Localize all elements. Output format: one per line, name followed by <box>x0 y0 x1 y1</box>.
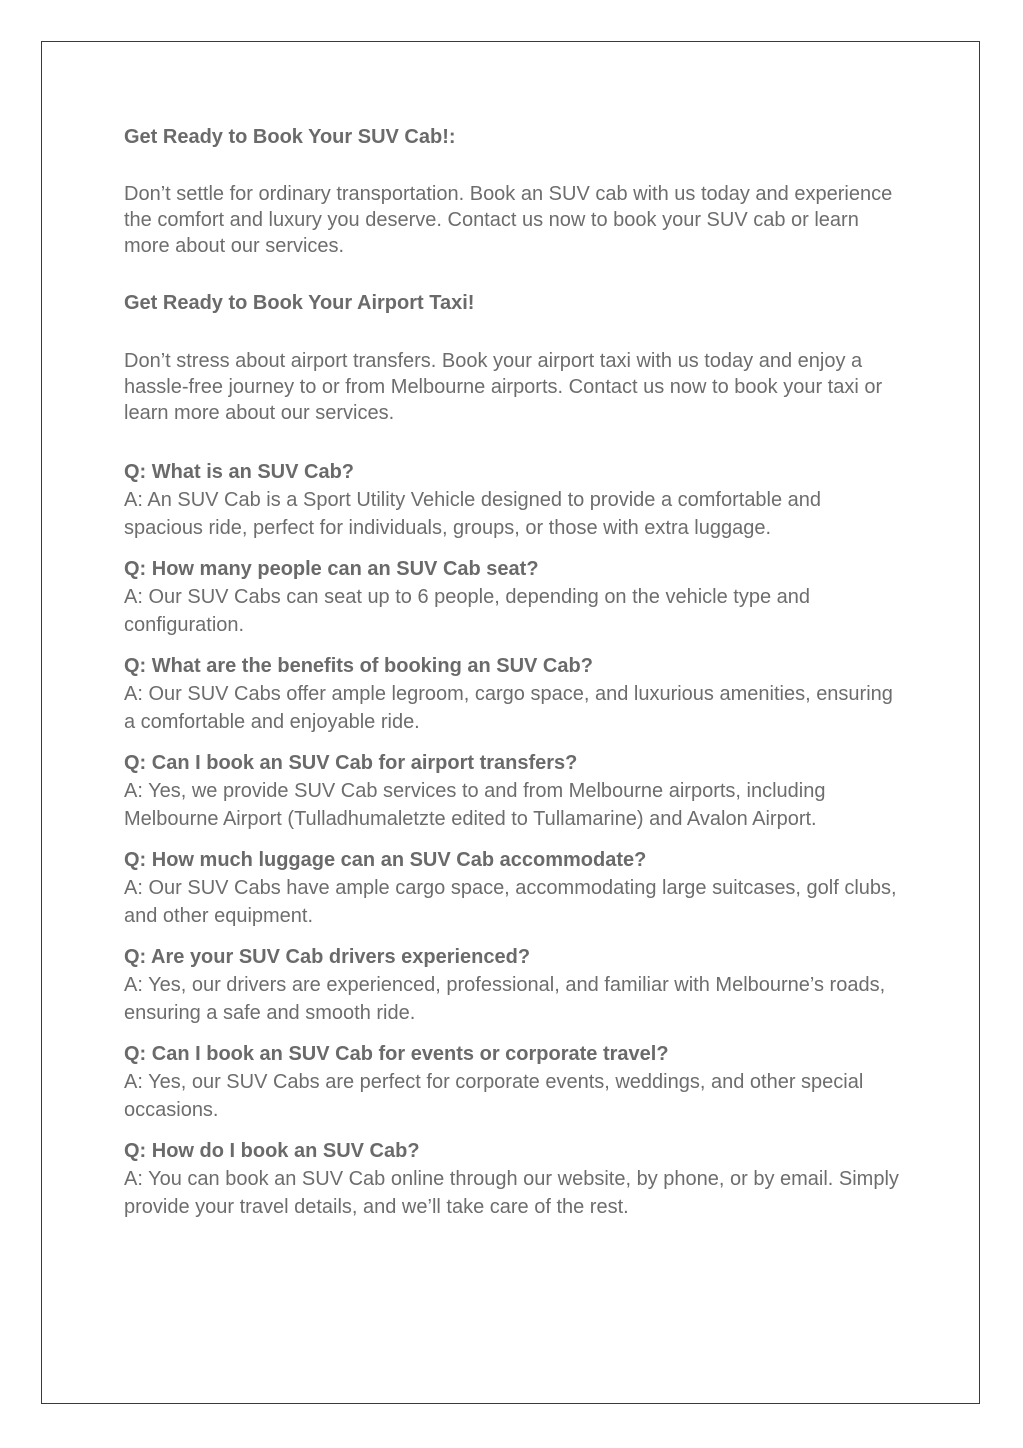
faq-answer: A: Yes, we provide SUV Cab services to and from Melbourne airports, including Melbourne Airport (Tulladhumaletzte edited to Tullamarine) and Avalon Airport. <box>124 780 826 830</box>
faq-item <box>124 555 904 639</box>
faq-item <box>124 1040 904 1124</box>
faq-item <box>124 749 904 833</box>
faq-item <box>124 943 904 1027</box>
faq-question: Q: How do I book an SUV Cab? <box>124 1140 420 1162</box>
faq-answer: A: Yes, our drivers are experienced, professional, and familiar with Melbourne’s roads, ensuring a safe and smooth ride. <box>124 974 886 1024</box>
faq-question: Q: How much luggage can an SUV Cab accommodate? <box>124 849 647 871</box>
faq-answer: A: An SUV Cab is a Sport Utility Vehicle designed to provide a comfortable and spacious ride, perfect for individuals, groups, or those with extra luggage. <box>124 489 822 539</box>
document-content <box>124 124 904 1234</box>
faq-question: Q: Can I book an SUV Cab for events or corporate travel? <box>124 1043 669 1065</box>
faq-question: Q: What are the benefits of booking an SUV Cab? <box>124 655 593 677</box>
faq-question: Q: How many people can an SUV Cab seat? <box>124 558 539 580</box>
faq-answer: A: Our SUV Cabs can seat up to 6 people, depending on the vehicle type and configuration. <box>124 586 811 636</box>
faq-item <box>124 846 904 930</box>
suv-cab-paragraph: Don’t settle for ordinary transportation. Book an SUV cab with us today and experience the comfort and luxury you deserve. Contact us now to book your SUV cab or learn more about our services. <box>124 183 893 257</box>
faq-answer: A: Our SUV Cabs offer ample legroom, cargo space, and luxurious amenities, ensuring a comfortable and enjoyable ride. <box>124 683 893 733</box>
faq-question: Q: What is an SUV Cab? <box>124 461 355 483</box>
faq-item <box>124 652 904 736</box>
faq-list <box>124 458 904 1221</box>
faq-answer: A: Yes, our SUV Cabs are perfect for corporate events, weddings, and other special occasions. <box>124 1071 864 1121</box>
faq-answer: A: Our SUV Cabs have ample cargo space, accommodating large suitcases, golf clubs, and other equipment. <box>124 877 897 927</box>
faq-question: Q: Are your SUV Cab drivers experienced? <box>124 946 531 968</box>
faq-item <box>124 1137 904 1221</box>
faq-item <box>124 458 904 542</box>
airport-taxi-heading: Get Ready to Book Your Airport Taxi! <box>124 292 475 314</box>
faq-answer: A: You can book an SUV Cab online through our website, by phone, or by email. Simply provide your travel details, and we’ll take care of the rest. <box>124 1168 899 1218</box>
faq-question: Q: Can I book an SUV Cab for airport transfers? <box>124 752 578 774</box>
suv-cab-heading: Get Ready to Book Your SUV Cab!: <box>124 126 456 148</box>
airport-taxi-paragraph: Don’t stress about airport transfers. Book your airport taxi with us today and enjoy a hassle-free journey to or from Melbourne airports. Contact us now to book your taxi or learn more about our services. <box>124 350 883 424</box>
